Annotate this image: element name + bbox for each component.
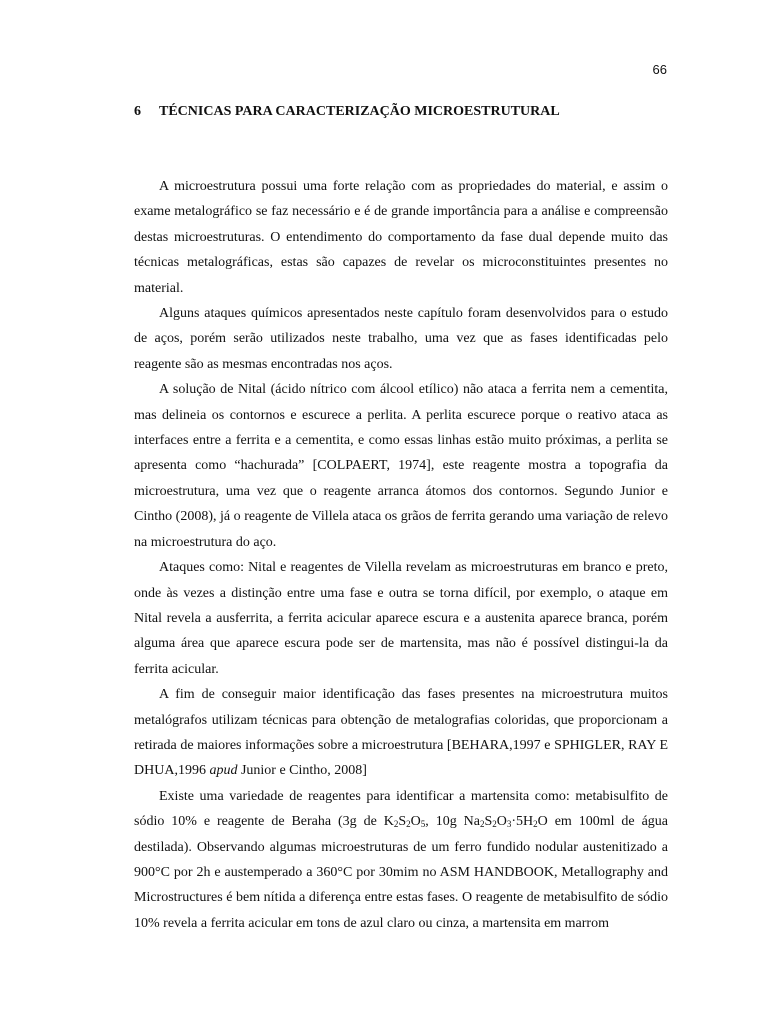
paragraph-2: Alguns ataques químicos apresentados neste capítulo foram desenvolvidos para o estudo de aços, porém serão utilizados neste trabalho, uma vez que as fases identificadas pelo reagente são as mesmas encontradas nos aços. — [134, 306, 668, 372]
formula-text: S — [398, 814, 407, 830]
subscript: 5 — [420, 819, 426, 830]
section-title: TÉCNICAS PARA CARACTERIZAÇÃO MICROESTRUTURAL — [159, 104, 560, 119]
paragraph-6 — [134, 784, 668, 936]
page-number: 66 — [652, 62, 667, 77]
subscript: 2 — [393, 819, 399, 830]
formula-text: S — [484, 814, 493, 830]
formula-text: ·5H — [511, 814, 534, 830]
formula-text: O — [410, 814, 421, 830]
subscript: 2 — [533, 819, 538, 830]
subscript: 3 — [506, 819, 512, 830]
subscript: 2 — [492, 819, 497, 830]
paragraph-5 — [134, 682, 668, 784]
subscript: 2 — [479, 819, 485, 830]
apud-italic: apud — [209, 763, 238, 779]
paragraph-6-text: Existe uma variedade de reagentes para identificar a martensita como: metabisulfito de sódio 10% e reagente de Beraha (3g de K — [134, 788, 668, 830]
formula-text: O — [496, 814, 507, 830]
section-heading — [134, 104, 560, 120]
formula-text: , 10g Na — [425, 814, 480, 830]
paragraph-4: Ataques como: Nital e reagentes de Vilella revelam as microestruturas em branco e preto, onde às vezes a distinção entre uma fase e outra se torna difícil, por exemplo, o ataque em Nital revela a ausferrita, a ferrita acicular aparece escura e a austenita aparece branca, porém alguma área que aparece escura pode ser de martensita, mas não é possível distingui-la da ferrita acicular. — [134, 560, 668, 677]
paragraph-5-text: A fim de conseguir maior identificação das fases presentes na microestrutura muitos metalógrafos utilizam técnicas para obtenção de metalografias coloridas, que proporcionam a retirada de maiores informações sobre a microestrutura [BEHARA,1997 e SPHIGLER, RAY E DHUA,1996 — [134, 687, 668, 779]
paragraph-5-citation: Junior e Cintho, 2008] — [237, 763, 367, 779]
paragraph-1: A microestrutura possui uma forte relação com as propriedades do material, e assim o exame metalográfico se faz necessário e é de grande importância para a análise e compreensão destas microestruturas. O entendimento do comportamento da fase dual depende muito das técnicas metalográficas, estas são capazes de revelar os microconstituintes presentes no material. — [134, 179, 668, 296]
paragraph-6-rest: O em 100ml de água destilada). Observando algumas microestruturas de um ferro fundido nodular austenitizado a 900°C por 2h e austemperado a 360°C por 30mim no ASM HANDBOOK, Metallography and Microstructures é bem nítida a diferença entre estas fases. O reagente de metabisulfito de sódio 10% revela a ferrita acicular em tons de azul claro ou cinza, a martensita em marrom — [134, 814, 669, 931]
body-text — [134, 174, 668, 936]
paragraph-3: A solução de Nital (ácido nítrico com álcool etílico) não ataca a ferrita nem a cementita, mas delineia os contornos e escurece a perlita. A perlita escurece porque o reativo ataca as interfaces entre a ferrita e a cementita, e como essas linhas estão muito próximas, a perlita se apresenta como “hachurada” [COLPAERT, 1974], este reagente mostra a topografia da microestrutura, uma vez que o reagente arranca átomos dos contornos. Segundo Junior e Cintho (2008), já o reagente de Villela ataca os grãos de ferrita gerando uma variação de relevo na microestrutura do aço. — [134, 382, 668, 550]
subscript: 2 — [406, 819, 411, 830]
section-number: 6 — [134, 104, 141, 119]
